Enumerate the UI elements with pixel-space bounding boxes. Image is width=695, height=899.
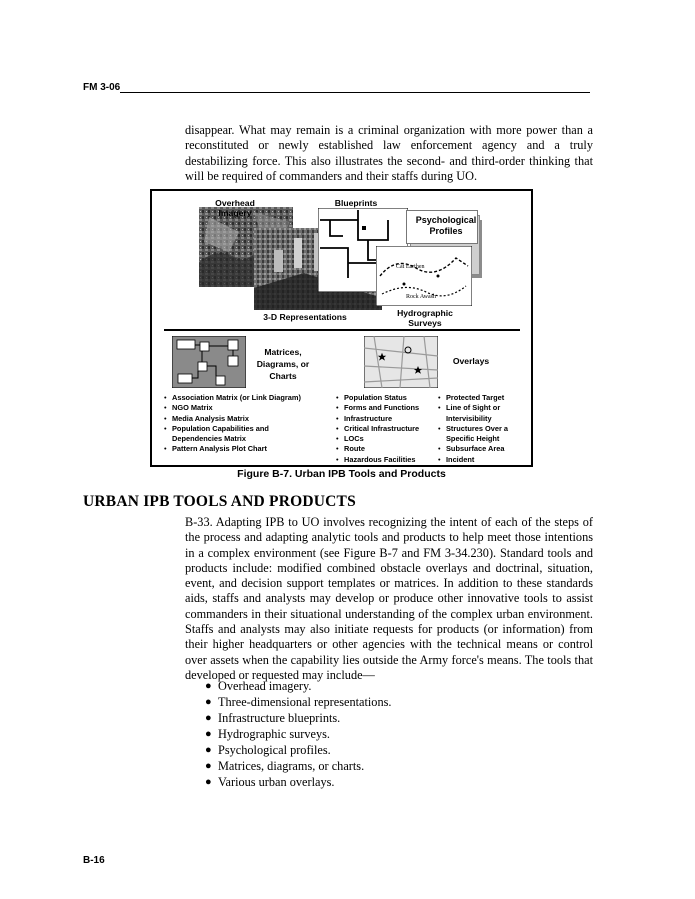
list-item: • Pattern Analysis Plot Chart (164, 444, 334, 454)
list-item: Dependencies Matrix (172, 434, 246, 444)
list-item: Intervisibility (446, 413, 492, 423)
overhead-imagery-label: Overhead Imagery (215, 198, 255, 218)
figure-caption: Figure B-7. Urban IPB Tools and Products (237, 468, 446, 480)
list-item: • Infrastructure (336, 414, 436, 424)
overlays-map-image (364, 336, 438, 388)
list-item: • Association Matrix (or Link Diagram) (164, 393, 334, 403)
list-item: • Subsurface Area (438, 444, 530, 454)
hydro-map-text-1: Rock Awash (406, 294, 436, 300)
list-item: • Population Status (336, 393, 436, 403)
list-item: • Forms and Functions (336, 403, 436, 413)
section-heading: URBAN IPB TOOLS AND PRODUCTS (83, 493, 356, 510)
list-item: ● Psychological profiles. (205, 743, 331, 757)
tools-bullet-list (205, 678, 505, 790)
list-item: ● Three-dimensional representations. (205, 695, 392, 709)
list-item: • Route (336, 444, 436, 454)
list-item: ● Hydrographic surveys. (205, 727, 331, 741)
list-item: • NGO Matrix (164, 403, 334, 413)
3d-representations-label: 3-D Representations (263, 312, 347, 322)
intro-paragraph: disappear. What may remain is a criminal organization with more power than a reconstituted or newly established law enforcement agency and a truly destabilizing force. This also illustrates the second- and third-order thinking that will be required of commanders and their staffs during UO. (185, 123, 593, 183)
figure-list-col1 (164, 393, 334, 455)
hydrographic-surveys-label: Hydrographic Surveys (397, 308, 453, 328)
list-item: ● Overhead imagery. (205, 679, 312, 693)
page-number: B-16 (83, 855, 105, 866)
psychological-profiles-label: Psychological Profiles (415, 215, 477, 236)
figure-list-col2 (336, 393, 436, 465)
hydrographic-chart-image (376, 246, 472, 306)
list-item: • Line of Sight or (438, 403, 530, 413)
list-item: • Critical Infrastructure (336, 424, 436, 434)
list-item: ● Various urban overlays. (205, 775, 335, 789)
hydro-map-text-2: Cat Earthen (396, 264, 425, 270)
matrices-diagram-image (172, 336, 246, 388)
list-item: ● Matrices, diagrams, or charts. (205, 759, 365, 773)
matrices-label: Matrices, Diagrams, or Charts (256, 347, 310, 381)
list-item: • Protected Target (438, 393, 530, 403)
figure-divider (164, 329, 520, 331)
list-item: • Population Capabilities and (164, 424, 334, 434)
blueprints-label: Blueprints (334, 198, 378, 208)
list-item: • Structures Over a (438, 424, 530, 434)
list-item: • LOCs (336, 434, 436, 444)
list-item: • Media Analysis Matrix (164, 414, 334, 424)
running-header: FM 3-06 (83, 82, 121, 93)
list-item: ● Infrastructure blueprints. (205, 711, 341, 725)
header-rule (120, 92, 590, 93)
list-item: • Incident (438, 455, 530, 465)
overlays-label: Overlays (452, 356, 490, 366)
list-item: Specific Height (446, 434, 500, 444)
list-item: • Hazardous Facilities (336, 455, 436, 465)
figure-list-col3 (438, 393, 530, 465)
body-paragraph: B-33. Adapting IPB to UO involves recognizing the intent of each of the steps of the process and adapting analytic tools and products to help meet those intentions in a complex environment (see Figure B-7 and FM 3-34.230). Standard tools and products include: modified combined obstacle overlays and doctrinal, situation, event, and decision support templates or matrices. In addition to these standards aids, staffs and analysts may develop or produce other innovative tools to assist commanders in their situational understanding of the complex urban environment. Staffs and analysts may also initiate requests for products (or information) from their higher headquarters or other agencies with the technical means or control over assets when the capability lies outside the Army force's means. The tools that developed or requested may include— (185, 515, 593, 682)
